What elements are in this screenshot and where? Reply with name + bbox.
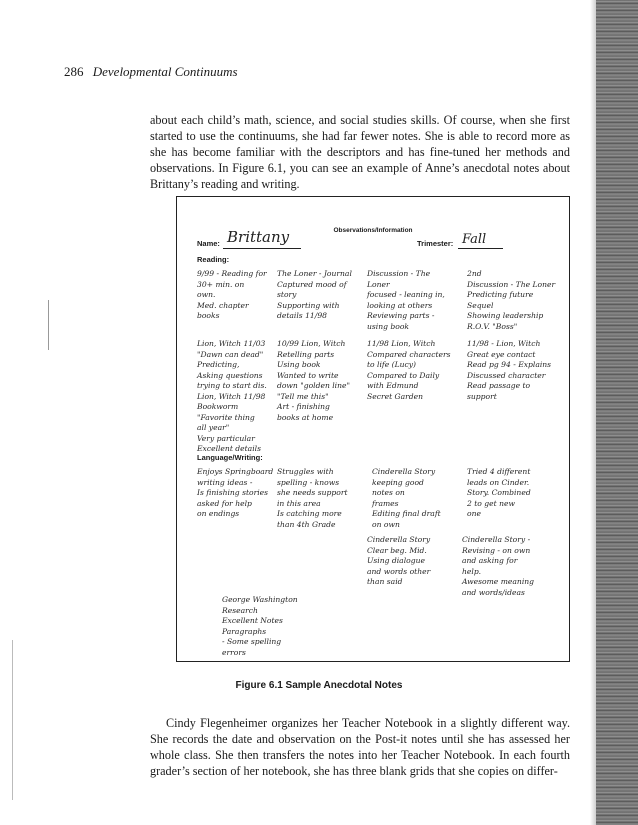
writing-note: Cinderella Story Clear beg. Mid. Using dialogue and words other than said — [367, 535, 431, 586]
paragraph-top: about each child’s math, science, and social studies skills. Of course, when she first started to use the continuums, she had far fewer notes. She is able to record more as she has become familiar with the descriptors and has fine-tuned her methods and observations. In Figure 6.1, you can see an example of Anne’s anecdotal notes about Brittany’s reading and writing. — [150, 113, 570, 191]
reading-note: The Loner - Journal Captured mood of story Supporting with details 11/98 — [277, 269, 352, 320]
writing-note: Enjoys Springboard writing ideas - Is finishing stories asked for help on endings — [197, 467, 274, 518]
trimester-underline — [458, 248, 503, 249]
writing-note: Tried 4 different leads on Cinder. Story. Combined 2 to get new one — [467, 467, 531, 518]
writing-note: Cinderella Story keeping good notes on frames Editing final draft on own — [372, 467, 441, 529]
name-label: Name: — [197, 239, 220, 248]
figure-caption: Figure 6.1 Sample Anecdotal Notes — [235, 680, 403, 691]
margin-mark-left — [12, 640, 13, 800]
name-underline — [223, 248, 301, 249]
trimester-value: Fall — [462, 232, 487, 247]
reading-note: 10/99 Lion, Witch Retelling parts Using book Wanted to write down "golden line" "Tell me this" Art - finishing books at home — [277, 339, 350, 422]
writing-note: George Washington Research Excellent Notes Paragraphs - Some spelling errors — [222, 595, 298, 657]
page-edge-stack — [596, 0, 638, 825]
student-name: Brittany — [227, 228, 290, 246]
reading-note: 11/98 - Lion, Witch Great eye contact Read pg 94 - Explains Discussed character Read passage to support — [467, 339, 552, 401]
page-number: 286 — [64, 64, 84, 79]
form-title: Observations/Information — [333, 227, 413, 234]
running-head — [64, 64, 238, 80]
reading-note: Lion, Witch 11/03 "Dawn can dead" Predicting, Asking questions trying to start dis. Lion, Witch 11/98 Bookworm "Favorite thing all year" Very particular Excellent details — [197, 339, 267, 453]
writing-note: Cinderella Story - Revising - on own and asking for help. Awesome meaning and words/ideas — [462, 535, 535, 597]
reading-label: Reading: — [197, 255, 230, 264]
anecdotal-notes-form — [176, 196, 570, 662]
language-writing-label: Language/Writing: — [197, 453, 263, 462]
reading-note: 2nd Discussion - The Loner Predicting future Sequel Showing leadership R.O.V. "Boss" — [467, 269, 556, 331]
reading-note: 11/98 Lion, Witch Compared characters to life (Lucy) Compared to Daily with Edmund Secret Garden — [367, 339, 451, 401]
reading-note: Discussion - The Loner focused - leaning in, looking at others Reviewing parts - using book — [367, 269, 445, 331]
margin-mark — [48, 300, 49, 350]
reading-note: 9/99 - Reading for 30+ min. on own. Med. chapter books — [197, 269, 267, 320]
paragraph-bottom: Cindy Flegenheimer organizes her Teacher Notebook in a slightly different way. She records the date and observation on the Post-it notes until she has assessed her whole class. She then transfers the notes into her Teacher Notebook. In each fourth grader’s section of her notebook, she has three blank grids that she copies on differ- — [150, 716, 570, 778]
trimester-label: Trimester: — [417, 239, 454, 248]
running-title: Developmental Continuums — [92, 64, 238, 79]
writing-note: Struggles with spelling - knows she needs support in this area Is catching more than 4th Grade — [277, 467, 348, 529]
